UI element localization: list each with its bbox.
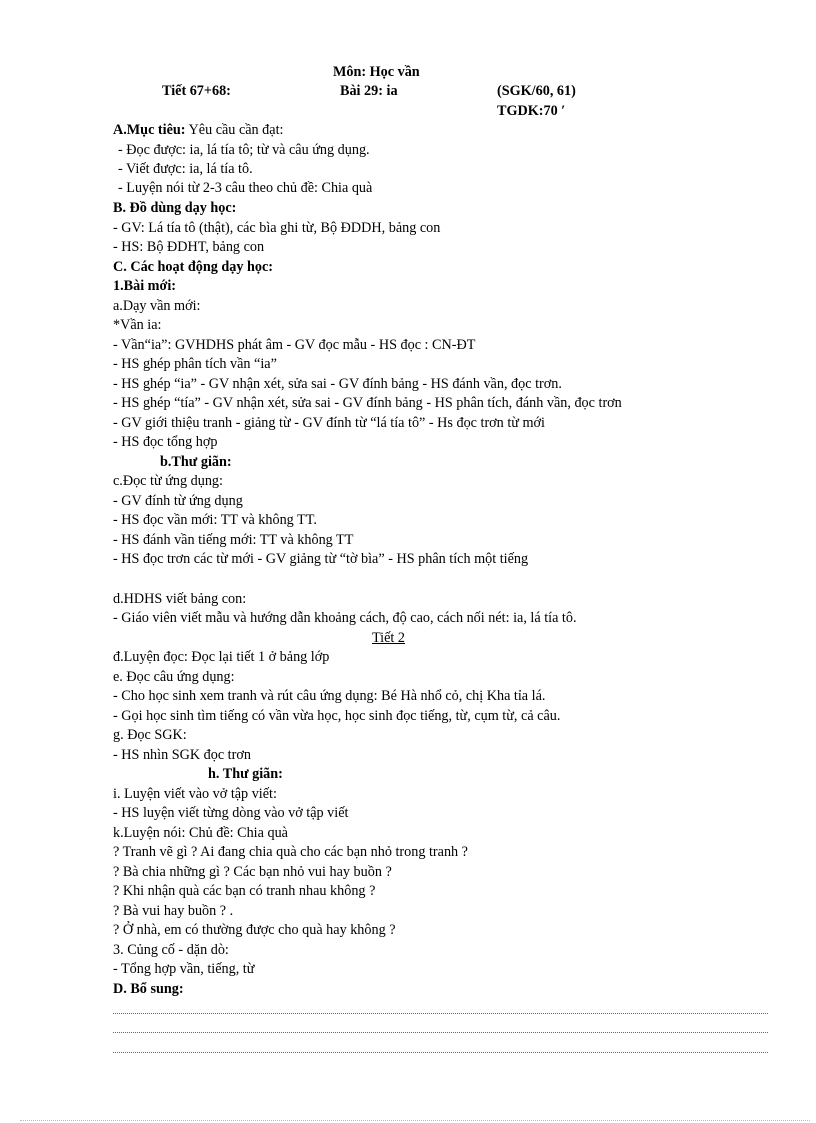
section-d-title: D. Bổ sung: [113,981,184,997]
activity-item: - HS đọc vần mới: TT và không TT. [113,512,317,528]
activity-item: - HS nhìn SGK đọc trơn [113,747,251,763]
activity-item: - GV đính từ ứng dụng [113,493,243,509]
activity-item: - Tổng hợp vần, tiếng, từ [113,961,255,977]
part-1-title: 1.Bài mới: [113,278,177,294]
question-item: ? Ở nhà, em có thường được cho quà hay không ? [113,922,396,938]
subsection-b-title: b.Thư giãn: [160,454,232,470]
section-a-heading [113,121,283,140]
subsection-g-title: g. Đọc SGK: [113,727,187,743]
subsection-a-sub: *Vần ia: [113,317,162,333]
unit-title: Bài 29: ia [340,83,398,99]
subject-title: Môn: Học vần [333,64,420,80]
fill-in-line [113,1032,768,1034]
activity-item: - HS đánh vần tiếng mới: TT và không TT [113,532,354,548]
question-item: ? Bà vui hay buồn ? . [113,903,234,919]
page-border-line [20,1120,810,1122]
question-item: ? Khi nhận quà các bạn có tranh nhau không ? [113,883,376,899]
activity-item: - Cho học sinh xem tranh và rút câu ứng dụng: Bé Hà nhổ cỏ, chị Kha tỉa lá. [113,688,546,704]
part-3-title: 3. Củng cố - dặn dò: [113,942,229,958]
activity-item: - Giáo viên viết mẫu và hướng dẫn khoảng cách, độ cao, cách nối nét: ia, lá tía tô. [113,610,577,626]
section-c-title: C. Các hoạt động dạy học: [113,259,274,275]
subsection-h-title: h. Thư giãn: [208,766,283,782]
materials-item: - HS: Bộ ĐDHT, bảng con [113,239,265,255]
activity-item: - HS ghép “tía” - GV nhận xét, sửa sai - GV đính bảng - HS phân tích, đánh vần, đọc trơn [113,395,622,411]
section-a-title-rest: Yêu cầu cần đạt: [185,122,284,138]
activity-item: - Vần“ia”: GVHDHS phát âm - GV đọc mẫu - HS đọc : CN-ĐT [113,337,476,353]
section-a-title: A.Mục tiêu: [113,122,186,138]
section-b-title: B. Đồ dùng dạy học: [113,200,237,216]
activity-item: - GV giới thiệu tranh - giảng từ - GV đính từ “lá tía tô” - Hs đọc trơn từ mới [113,415,545,431]
subsection-c-title: c.Đọc từ ứng dụng: [113,473,223,489]
activity-item: - HS ghép phân tích vần “ia” [113,356,277,372]
activity-item: - Gọi học sinh tìm tiếng có vần vừa học, học sinh đọc tiếng, từ, cụm từ, cả câu. [113,708,561,724]
activity-item: - HS đọc tổng hợp [113,434,218,450]
subsection-dd-title: đ.Luyện đọc: Đọc lại tiết 1 ở bảng lớp [113,649,330,665]
subsection-e-title: e. Đọc câu ứng dụng: [113,669,235,685]
materials-item: - GV: Lá tía tô (thật), các bìa ghi từ, Bộ ĐDDH, bảng con [113,220,441,236]
objective-item: - Đọc được: ia, lá tía tô; từ và câu ứng dụng. [118,142,370,158]
activity-item: - HS đọc trơn các từ mới - GV giảng từ “tờ bìa” - HS phân tích một tiếng [113,551,529,567]
question-item: ? Tranh vẽ gì ? Ai đang chia quà cho các bạn nhỏ trong tranh ? [113,844,468,860]
activity-item: - HS ghép “ia” - GV nhận xét, sửa sai - GV đính bảng - HS đánh vần, đọc trơn. [113,376,562,392]
time-estimate: TGDK:70 ′ [497,103,566,119]
question-item: ? Bà chia những gì ? Các bạn nhỏ vui hay buồn ? [113,864,392,880]
subsection-k-title: k.Luyện nói: Chủ đề: Chia quà [113,825,288,841]
objective-item: - Viết được: ia, lá tía tô. [118,161,253,177]
activity-item: - HS luyện viết từng dòng vào vở tập viết [113,805,349,821]
fill-in-line [113,1052,768,1054]
lesson-number: Tiết 67+68: [162,83,231,99]
fill-in-line [113,1013,768,1015]
subsection-d-title: d.HDHS viết bảng con: [113,591,247,607]
objective-item: - Luyện nói từ 2-3 câu theo chủ đề: Chia quà [118,180,373,196]
subsection-i-title: i. Luyện viết vào vở tập viết: [113,786,277,802]
subsection-a-title: a.Dạy vần mới: [113,298,201,314]
textbook-reference: (SGK/60, 61) [497,83,576,99]
period-2-heading: Tiết 2 [372,630,405,646]
